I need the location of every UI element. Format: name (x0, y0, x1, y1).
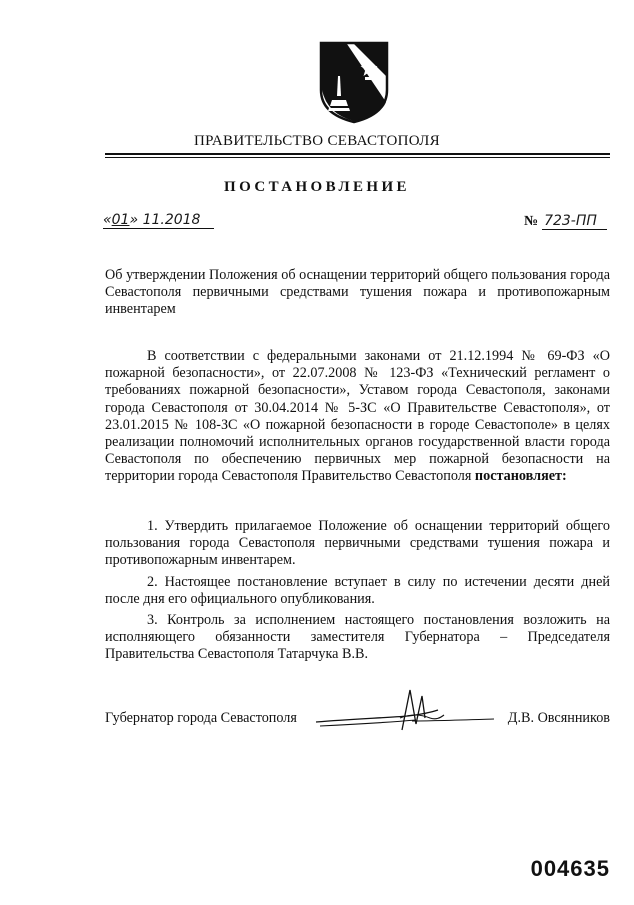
header-rule-thick (105, 153, 610, 155)
document-number-field (524, 212, 607, 230)
document-date (103, 212, 214, 229)
date-quote-close: » (129, 212, 139, 228)
number-label: № (524, 214, 539, 229)
signer-position: Губернатор города Севастополя (105, 710, 297, 726)
header-rule-thin (105, 157, 610, 158)
handwritten-signature (312, 688, 497, 736)
document-subject: Об утверждении Положения об оснащении территорий общего пользования города Севастополя первичными средствами тушения пожара и противопожарным инвентарем (105, 267, 610, 318)
date-day: 01 (111, 212, 130, 228)
document-type: ПОСТАНОВЛЕНИЕ (224, 179, 410, 195)
document-serial-number: 004635 (530, 856, 610, 881)
decree-word: постановляет (474, 468, 563, 485)
government-name: ПРАВИТЕЛЬСТВО СЕВАСТОПОЛЯ (194, 133, 440, 149)
signer-name: Д.В. Овсянников (507, 710, 610, 726)
date-quote-open: « (103, 212, 112, 228)
sevastopol-coat-of-arms-icon (318, 40, 390, 124)
point-3: 3. Контроль за исполнением настоящего постановления возложить на исполняющего обязанности заместителя Губернатора – Председателя Правительства Севастополя Татарчука В.В. (105, 612, 610, 663)
date-month-year: 11.2018 (142, 212, 201, 228)
point-2: 2. Настоящее постановление вступает в силу по истечении десяти дней после дня его официального опубликования. (105, 574, 610, 608)
decree-colon: : (562, 468, 567, 485)
preamble (105, 348, 610, 486)
number-value: 723-ПП (542, 213, 607, 230)
preamble-text: В соответствии с федеральными законами от 21.12.1994 № 69-ФЗ «О пожарной безопасности», от 22.07.2008 № 123-ФЗ «Технический регламент о требованиях пожарной безопасности», Уставом города Севастополя, законами города Севастополя от 30.04.2014 № 5-ЗС «О Правительстве Севастополя», от 23.01.2015 № 108-ЗС «О пожарной безопасности в городе Севастополе» в целях реализации полномочий исполнительных органов государственной власти города Севастополя по обеспечению первичных мер пожарной безопасности на территории города Севастополя Правительство Севастополя (105, 348, 610, 485)
point-1: 1. Утвердить прилагаемое Положение об оснащении территорий общего пользования города Севастополя первичными средствами тушения пожара и противопожарным инвентарем. (105, 518, 610, 569)
